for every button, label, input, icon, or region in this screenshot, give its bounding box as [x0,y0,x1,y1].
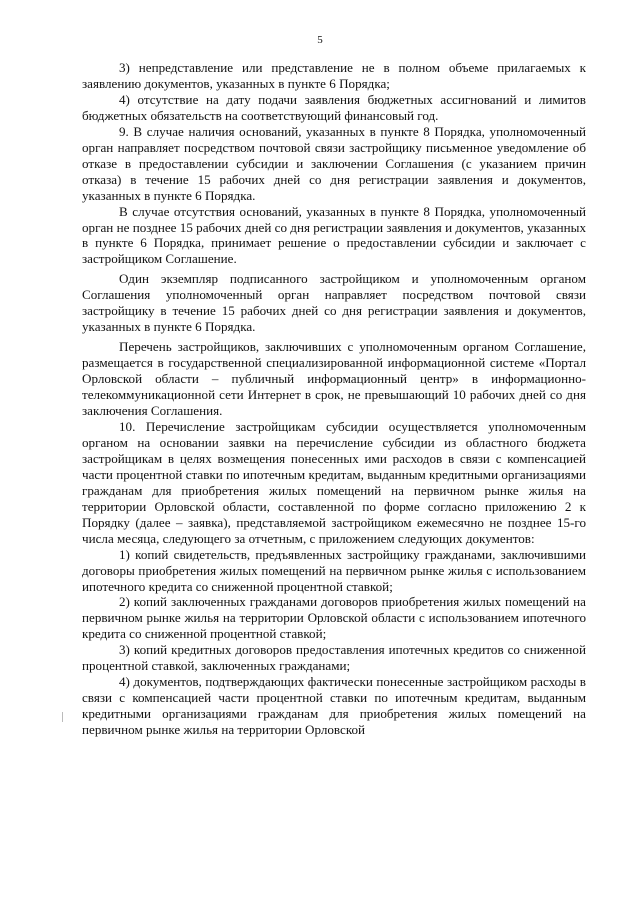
paragraph-clause-9-absence: В случае отсутствия оснований, указанных в пункте 8 Порядка, уполномоченный орган не позднее 15 рабочих дней со дня регистрации заявления и документов, указанных в пункте 6 Порядка, принимает решение о предоставлении субсидии и заключает с застройщиком Соглашение. [82,203,586,267]
paragraph-clause-10-item-4: 4) документов, подтверждающих фактически понесенные застройщиком расходы в связи с компенсацией части процентной ставки по ипотечным кредитам, выданным кредитными организациями гражданам для приобретения жилых помещений на первичном рынке жилья на территории Орловской [82,674,586,738]
paragraph-clause-10: 10. Перечисление застройщикам субсидии осуществляется уполномоченным органом на основании заявки на перечисление субсидии из областного бюджета застройщикам в целях возмещения понесенных ими расходов в связи с компенсацией части процентной ставки по ипотечным кредитам, выданным кредитными организациями гражданам для приобретения жилых помещений на первичном рынке жилья на территории Орловской области, составленной по форме согласно приложению 2 к Порядку (далее – заявка), представляемой застройщиком ежемесячно не позднее 15-го числа месяца, следующего за отчетным, с приложением следующих документов: [82,418,586,546]
paragraph-clause-9-copy: Один экземпляр подписанного застройщиком и уполномоченным органом Соглашения уполномоченный орган направляет посредством почтовой связи застройщику в течение 15 рабочих дней со дня регистрации заявления и документов, указанных в пункте 6 Порядка. [82,271,586,335]
scan-margin-mark [62,712,63,722]
paragraph-item-3: 3) непредставление или представление не в полном объеме прилагаемых к заявлению документов, указанных в пункте 6 Порядка; [82,60,586,91]
paragraph-clause-9-list: Перечень застройщиков, заключивших с уполномоченным органом Соглашение, размещается в государственной специализированной информационной системе «Портал Орловской области – публичный информационный центр» в информационно-телекоммуникационной сети Интернет в срок, не превышающий 10 рабочих дней со дня заключения Соглашения. [82,339,586,419]
paragraph-clause-10-item-1: 1) копий свидетельств, предъявленных застройщику гражданами, заключившими договоры приобретения жилых помещений на первичном рынке жилья с использованием ипотечного кредита со сниженной процентной ставкой; [82,546,586,594]
paragraph-clause-9: 9. В случае наличия оснований, указанных в пункте 8 Порядка, уполномоченный орган направляет посредством почтовой связи застройщику письменное уведомление об отказе в предоставлении субсидии и заключении Соглашения (с указанием причин отказа) в течение 15 рабочих дней со дня регистрации заявления и документов, указанных в пункте 6 Порядка. [82,123,586,203]
page-number: 5 [317,34,323,46]
paragraph-clause-10-item-2: 2) копий заключенных гражданами договоров приобретения жилых помещений на первичном рынке жилья на территории Орловской области с использованием ипотечного кредита со сниженной процентной ставкой; [82,594,586,642]
paragraph-clause-10-item-3: 3) копий кредитных договоров предоставления ипотечных кредитов со сниженной процентной ставкой, заключенных гражданами; [82,642,586,674]
paragraph-item-4: 4) отсутствие на дату подачи заявления бюджетных ассигнований и лимитов бюджетных обязательств на соответствующий финансовый год. [82,91,586,123]
document-body [82,60,586,738]
